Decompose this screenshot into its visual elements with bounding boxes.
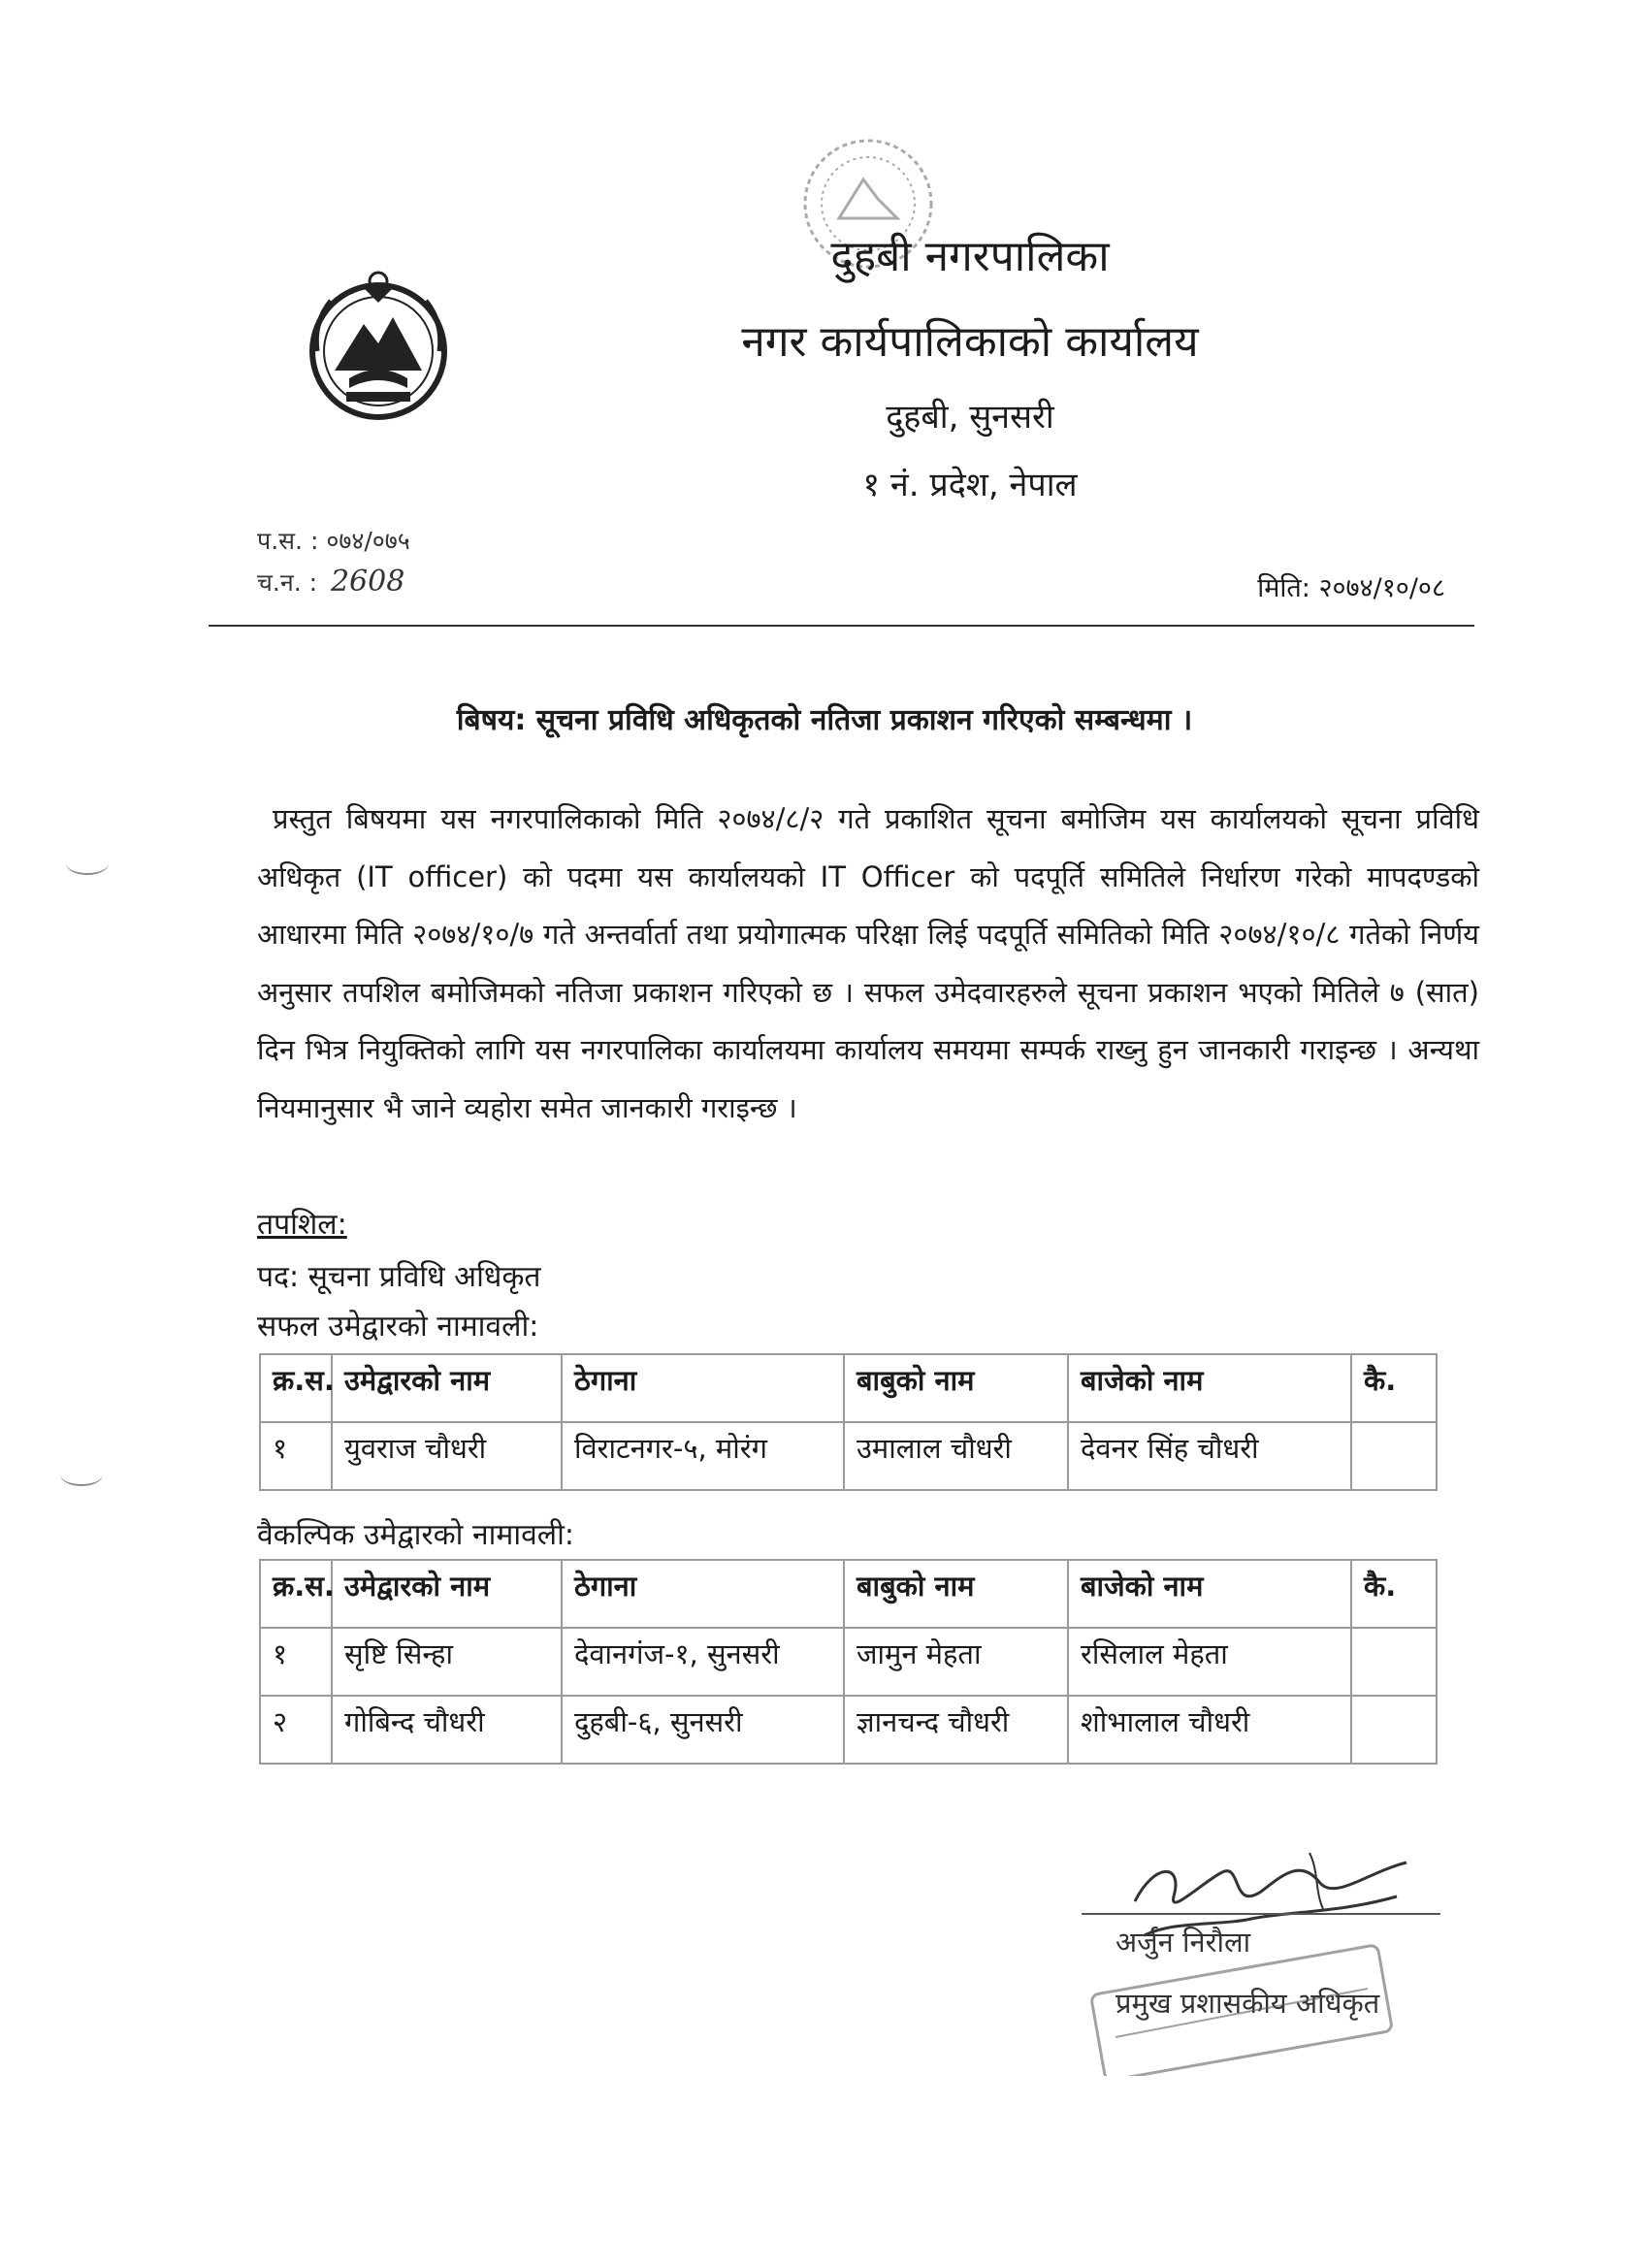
successful-candidates-table bbox=[259, 1353, 1438, 1491]
cell-remarks bbox=[1351, 1696, 1437, 1764]
table-row bbox=[260, 1628, 1437, 1696]
punch-hole-mark bbox=[66, 852, 109, 875]
cell-name: युवराज चौधरी bbox=[332, 1422, 562, 1490]
cell-grandfather: शोभालाल चौधरी bbox=[1068, 1696, 1351, 1764]
cell-address: दुहबी-६, सुनसरी bbox=[562, 1696, 844, 1764]
details-heading: तपशिल: bbox=[257, 1208, 347, 1242]
table-row bbox=[260, 1422, 1437, 1490]
cn-value: 2608 bbox=[330, 565, 405, 599]
col-remarks: कै. bbox=[1351, 1560, 1437, 1628]
alternate-heading: वैकल्पिक उमेद्वारको नामावली: bbox=[257, 1518, 575, 1552]
cell-grandfather: रसिलाल मेहता bbox=[1068, 1628, 1351, 1696]
cn-reference bbox=[257, 565, 404, 599]
table-row bbox=[260, 1696, 1437, 1764]
col-grandfather: बाजेको नाम bbox=[1068, 1560, 1351, 1628]
col-sn: क्र.स. bbox=[260, 1560, 332, 1628]
table-header-row bbox=[260, 1354, 1437, 1422]
cell-sn: १ bbox=[260, 1422, 332, 1490]
signatory-name: अर्जुन निरौला bbox=[1116, 1926, 1251, 1959]
cell-remarks bbox=[1351, 1422, 1437, 1490]
cell-father: उमालाल चौधरी bbox=[844, 1422, 1068, 1490]
col-address: ठेगाना bbox=[562, 1560, 844, 1628]
successful-heading: सफल उमेद्वारको नामावली: bbox=[257, 1310, 539, 1344]
col-remarks: कै. bbox=[1351, 1354, 1437, 1422]
letter-date: मिति: २०७४/१०/०८ bbox=[1257, 573, 1445, 603]
post-line: पद: सूचना प्रविधि अधिकृत bbox=[257, 1260, 541, 1294]
signature-line bbox=[1082, 1913, 1440, 1915]
cell-name: गोबिन्द चौधरी bbox=[332, 1696, 562, 1764]
body-paragraph: प्रस्तुत बिषयमा यस नगरपालिकाको मिति २०७४/८/२ गते प्रकाशित सूचना बमोजिम यस कार्यालयको सूचना प्रविधि अधिकृत (IT officer) को पदमा यस कार्यालयको IT Officer को पदपूर्ति समितिले निर्धारण गरेको मापदण्डको आधारमा मिति २०७४/१०/७ गते अन्तर्वार्ता तथा प्रयोगात्मक परिक्षा लिई पदपूर्ति समितिको मिति २०७४/१०/८ गतेको निर्णय अनुसार तपशिल बमोजिमको नतिजा प्रकाशन गरिएको छ । सफल उमेदवारहरुले सूचना प्रकाशन भएको मितिले ७ (सात) दिन भित्र नियुक्तिको लागि यस नगरपालिका कार्यालयमा कार्यालय समयमा सम्पर्क राख्नु हुन जानकारी गराइन्छ । अन्यथा नियमानुसार भै जाने व्यहोरा समेत जानकारी गराइन्छ । bbox=[257, 802, 1479, 1124]
cell-address: विराटनगर-५, मोरंग bbox=[562, 1422, 844, 1490]
subject-line: बिषय: सूचना प्रविधि अधिकृतको नतिजा प्रकाशन गरिएको सम्बन्धमा । bbox=[456, 703, 1193, 737]
ps-label: प.स. : bbox=[257, 527, 319, 555]
cell-address: देवानगंज-१, सुनसरी bbox=[562, 1628, 844, 1696]
header-divider bbox=[209, 625, 1474, 627]
province-line: १ नं. प्रदेश, नेपाल bbox=[862, 466, 1078, 504]
punch-hole-mark bbox=[60, 1463, 103, 1486]
signature-stamp-icon bbox=[1086, 1930, 1416, 2076]
cell-name: सृष्टि सिन्हा bbox=[332, 1628, 562, 1696]
signatory-title: प्रमुख प्रशासकीय अधिकृत bbox=[1116, 1987, 1380, 2020]
municipality-name: दुहबी नगरपालिका bbox=[830, 232, 1110, 281]
col-name: उमेद्वारको नाम bbox=[332, 1354, 562, 1422]
cell-sn: २ bbox=[260, 1696, 332, 1764]
cn-label: च.न. : bbox=[257, 568, 318, 597]
col-sn: क्र.स. bbox=[260, 1354, 332, 1422]
cell-father: जामुन मेहता bbox=[844, 1628, 1068, 1696]
ps-value: ०७४/०७५ bbox=[326, 527, 410, 555]
cell-grandfather: देवनर सिंह चौधरी bbox=[1068, 1422, 1351, 1490]
office-address: दुहबी, सुनसरी bbox=[886, 398, 1054, 437]
col-address: ठेगाना bbox=[562, 1354, 844, 1422]
alternate-candidates-table bbox=[259, 1559, 1438, 1765]
table-header-row bbox=[260, 1560, 1437, 1628]
col-name: उमेद्वारको नाम bbox=[332, 1560, 562, 1628]
col-father: बाबुको नाम bbox=[844, 1560, 1068, 1628]
col-grandfather: बाजेको नाम bbox=[1068, 1354, 1351, 1422]
cell-sn: १ bbox=[260, 1628, 332, 1696]
cell-father: ज्ञानचन्द चौधरी bbox=[844, 1696, 1068, 1764]
ps-reference bbox=[257, 524, 410, 557]
cell-remarks bbox=[1351, 1628, 1437, 1696]
office-name: नगर कार्यपालिकाको कार्यालय bbox=[741, 317, 1199, 367]
col-father: बाबुको नाम bbox=[844, 1354, 1068, 1422]
